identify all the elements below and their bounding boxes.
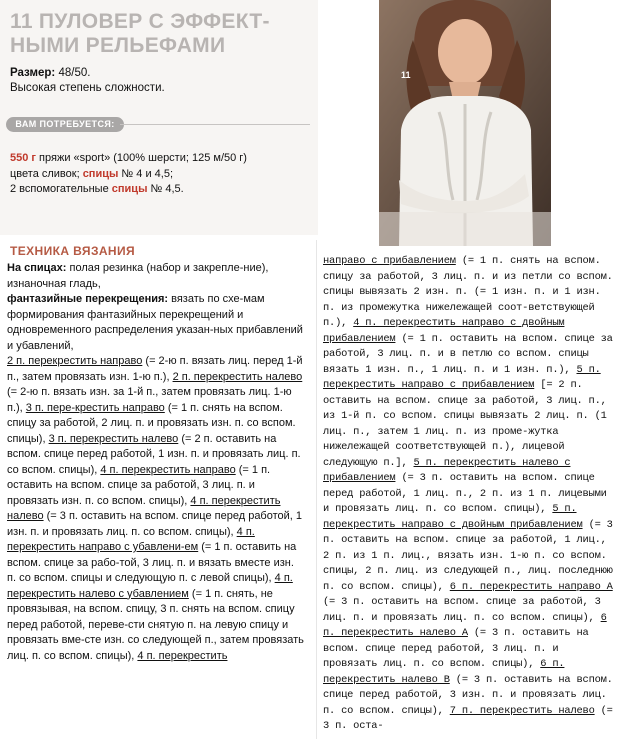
page-title <box>10 10 310 58</box>
aux-needles-tail: № 4,5. <box>147 183 184 195</box>
pattern-number: 11 <box>10 10 33 33</box>
term: 4 п. перекрестить направо с убавлени-ем <box>7 525 255 553</box>
term: 4 п. перекрестить направо с двойным прибавлением <box>323 317 565 345</box>
term: 4 п. перекрестить налево с убавлением <box>7 572 293 600</box>
paragraph-needles <box>7 261 305 292</box>
size-label: Размер: <box>10 67 56 79</box>
term: 7 п. перекрестить налево <box>449 704 595 717</box>
needles-accent: спицы <box>82 167 119 180</box>
term: 4 п. перекрестить <box>137 649 228 662</box>
needles-tail: № 4 и 4,5; <box>118 167 174 180</box>
term-body: (= 3 п. оставить на вспом. спице перед работой, 3 лиц. п. и провязать лиц. п. со вспом. спицы), <box>323 627 589 670</box>
term-body: (= 3 п. оставить на вспом. спице перед работой, 3 изн. п. и провязать лиц. п. со вспом. спицы), <box>323 673 613 717</box>
term: 5 п. перекрестить направо с двойным прибавлением <box>323 503 583 531</box>
term-body: [= 2 п. оставить на вспом. спице за работой, 3 лиц. п., из 1-й п. со вспом. спицы вывязать 2 лиц. п. (1 лиц. п., затем 1 лиц. п. из проме-жутка нижележащей соответствующей п.), лицевой следующую п.], <box>323 379 607 469</box>
materials-badge: ВАМ ПОТРЕБУЕТСЯ: <box>6 117 124 132</box>
term: 3 п. перекрестить налево <box>48 432 179 445</box>
term-body: (= 3 п. оставить на вспом. спице перед работой, 1 изн. п. и провязать лиц. п. со вспом. спицы), <box>7 510 303 538</box>
term-body: (= 1 п. оставить на вспом. спице за работой, 3 лиц. п. и провязать изн. п. со вспом. спицы), <box>7 463 271 507</box>
term: 5 п. перекрестить направо с прибавлением <box>323 363 601 391</box>
aux-needles-text: 2 вспомогательные <box>10 183 112 195</box>
term-body: (= 2-ю п. вязать изн. за 1-й п., затем провязать лиц. 1-ю п.), <box>7 386 292 414</box>
title-line-1: ПУЛОВЕР С ЭФФЕКТ- <box>38 10 270 33</box>
size-line <box>10 67 90 79</box>
crossings-label: фантазийные перекрещения: <box>7 293 169 305</box>
term: 2 п. перекрестить налево <box>172 370 303 383</box>
woman-sweater-illustration <box>379 0 551 246</box>
term-body: (= 1 п. снять на вспом. спицу за работой, 2 лиц. п. и провязать изн. п. со вспом. спицы), <box>7 401 296 445</box>
term: 4 п. перекрестить направо <box>100 463 236 476</box>
yarn-text: пряжи «sport» (100% шерсти; 125 м/50 г) <box>36 152 247 164</box>
term-body: (= 3 п. оставить на вспом. спице за работой, 3 лиц. п. и провязать лиц. п. со вспом. спицы), <box>323 596 601 624</box>
term: 2 п. перекрестить направо <box>7 355 143 367</box>
term: 6 п. перекрестить налево В <box>323 658 565 686</box>
technique-text-right <box>323 254 614 735</box>
term-body: (= 1 п. оставить на вспом. спице за работой, 3 лиц. п. и в петлю со вспом. спицы вязать 1 изн. п., 1 лиц. п. и 1 изн. п.), <box>323 332 613 376</box>
term-body: (= 1 п. снять на вспом. спицу за работой, 3 лиц. п. и из петли со вспом. спицы вывязать 2 изн. п. (= 1 изн. п. и 1 изн. п. из промежутка нижележащей соот-ветствующей п.), <box>323 255 613 329</box>
term-body: (= 2-ю п. вязать лиц. перед 1-й п., затем провязать изн. 1-ю п.), <box>7 355 303 383</box>
photo-caption: 11 <box>401 70 411 80</box>
technique-text-left <box>7 261 305 664</box>
term-body: (= 3 п. оставить на вспом. спице перед работой, 1 лиц. п., 2 п. из 1 п. лицевыми и провязать лиц. п. со вспом. спицы), <box>323 472 607 515</box>
paragraph-crossings-list <box>7 354 305 664</box>
term: 3 п. пере-крестить направо <box>25 401 165 414</box>
term: 6 п. перекрестить направо А <box>449 580 613 593</box>
needles-label: На спицах: <box>7 262 67 274</box>
technique-title: ТЕХНИКА ВЯЗАНИЯ <box>10 244 136 258</box>
term-body: (= 3 п. оста- <box>323 704 613 732</box>
aux-needles-accent: спицы <box>111 183 148 195</box>
model-photo <box>379 0 551 246</box>
term-body: (= 3 п. оставить на вспом. спице за работой, 1 лиц., 2 п. из 1 п. лиц., вязать изн. 1-ю п. со вспом. спицы, 2 п. лиц. из следующей п., лиц. последнюю п. со вспом. спицы), <box>323 518 613 593</box>
term: 6 п. перекрестить налево А <box>323 611 607 639</box>
term-body: (= 2 п. оставить на вспом. спице перед работой, 1 изн. п. и провязать лиц. п. со вспом. спицы), <box>7 432 301 476</box>
size-value: 48/50. <box>58 67 91 79</box>
badge-divider <box>120 124 310 125</box>
crossings-body: вязать по схе-мам формирования фантазийных перекрещений и одновременного распределения указан-ных прибавлений и убавлений, <box>7 293 303 352</box>
column-divider <box>316 240 317 739</box>
needles-body: полая резинка (набор и закрепле-ние), изнаночная гладь, <box>7 262 269 290</box>
paragraph-crossings <box>7 292 305 354</box>
difficulty-line: Высокая степень сложности. <box>10 82 165 94</box>
term: 4 п. перекрестить налево <box>7 494 281 522</box>
needles-text: цвета сливок; <box>10 167 83 180</box>
yarn-amount: 550 г <box>10 152 36 164</box>
term-body: (= 1 п. снять, не провязывая, на вспом. спицу, 3 п. снять на вспом. спицу перед работой, переве-сти снятую п. на левую спицу и провязать вме-сте изн. со следующей п., затем провязать лиц. п. со вспом. спицы), <box>7 587 304 662</box>
term-body: (= 1 п. оставить на вспом. спице за рабо-той, 3 лиц. п. и вязать вместе изн. п. со вспом. спицы и следующую п. с левой спицы), <box>7 541 297 584</box>
title-line-2: НЫМИ РЕЛЬЕФАМИ <box>10 34 226 57</box>
term: направо с прибавлением <box>323 255 456 267</box>
materials-list <box>10 151 310 198</box>
term: 5 п. перекрестить налево с прибавлением <box>323 456 571 484</box>
